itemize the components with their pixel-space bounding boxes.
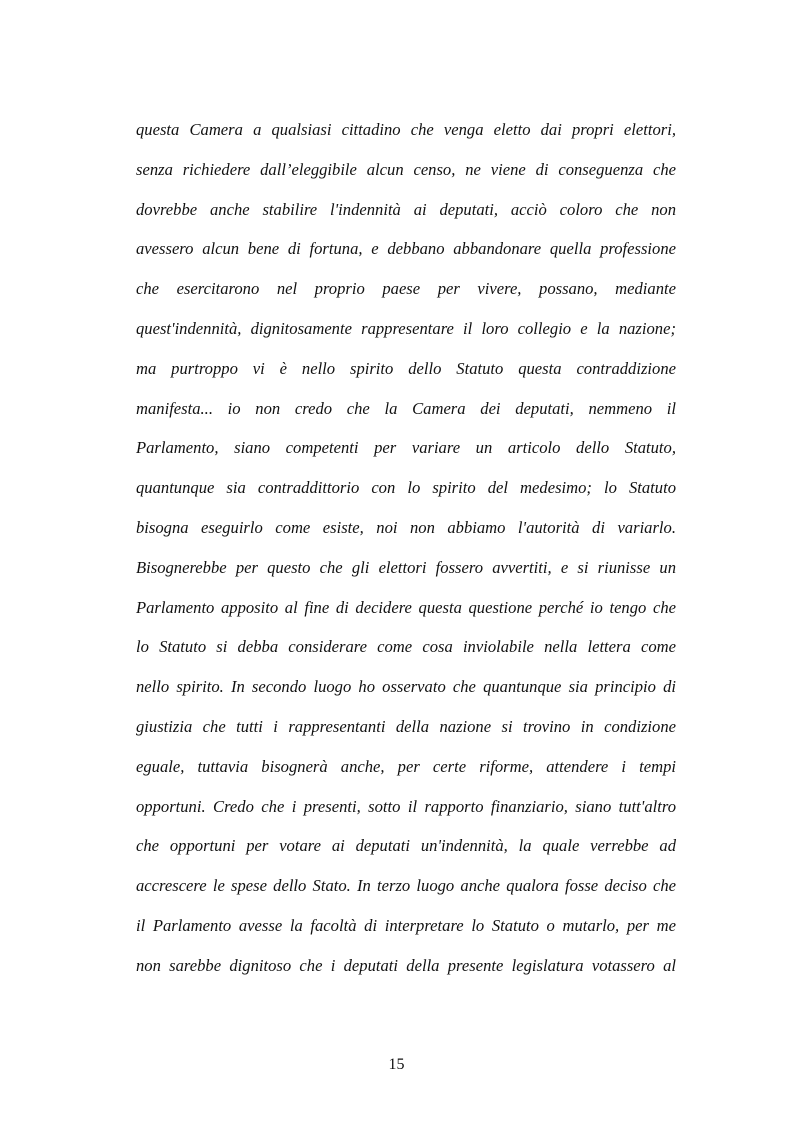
text-line: avessero alcun bene di fortuna, e debbano abbandonare quella professione — [136, 239, 676, 259]
text-line: lo Statuto si debba considerare come cosa inviolabile nella lettera come — [136, 637, 676, 657]
text-line: il Parlamento avesse la facoltà di interpretare lo Statuto o mutarlo, per me — [136, 915, 676, 935]
text-line: quantunque sia contraddittorio con lo spirito del medesimo; lo Statuto — [136, 478, 676, 498]
text-line: bisogna eseguirlo come esiste, noi non abbiamo l'autorità di variarlo. — [136, 517, 676, 537]
text-line: manifesta... io non credo che la Camera dei deputati, nemmeno il — [136, 398, 676, 418]
text-line: che opportuni per votare ai deputati un'indennità, la quale verrebbe ad — [136, 836, 676, 856]
text-line: nello spirito. In secondo luogo ho osservato che quantunque sia principio di — [136, 677, 676, 697]
text-line: questa Camera a qualsiasi cittadino che venga eletto dai propri elettori, — [136, 120, 676, 139]
body-text — [136, 116, 676, 992]
text-line: Parlamento apposito al fine di decidere questa questione perché io tengo che — [136, 597, 676, 617]
text-line: Bisognerebbe per questo che gli elettori fossero avvertiti, e si riunisse un — [136, 557, 676, 577]
text-line: Parlamento, siano competenti per variare un articolo dello Statuto, — [136, 438, 676, 458]
text-line: giustizia che tutti i rappresentanti della nazione si trovino in condizione — [136, 716, 676, 736]
text-line: eguale, tuttavia bisognerà anche, per certe riforme, attendere i tempi — [136, 756, 676, 776]
text-line: dovrebbe anche stabilire l'indennità ai deputati, acciò coloro che non — [136, 199, 676, 219]
text-line: che esercitarono nel proprio paese per vivere, possano, mediante — [136, 279, 676, 299]
text-line: senza richiedere dall’eleggibile alcun censo, ne viene di conseguenza che — [136, 159, 676, 179]
text-line: non sarebbe dignitoso che i deputati della presente legislatura votassero al — [136, 955, 676, 975]
text-line: opportuni. Credo che i presenti, sotto il rapporto finanziario, siano tutt'altro — [136, 796, 676, 816]
text-line: quest'indennità, dignitosamente rappresentare il loro collegio e la nazione; — [136, 318, 676, 338]
page-number: 15 — [388, 1056, 405, 1073]
text-line: ma purtroppo vi è nello spirito dello Statuto questa contraddizione — [136, 358, 676, 378]
text-line: accrescere le spese dello Stato. In terzo luogo anche qualora fosse deciso che — [136, 876, 676, 896]
